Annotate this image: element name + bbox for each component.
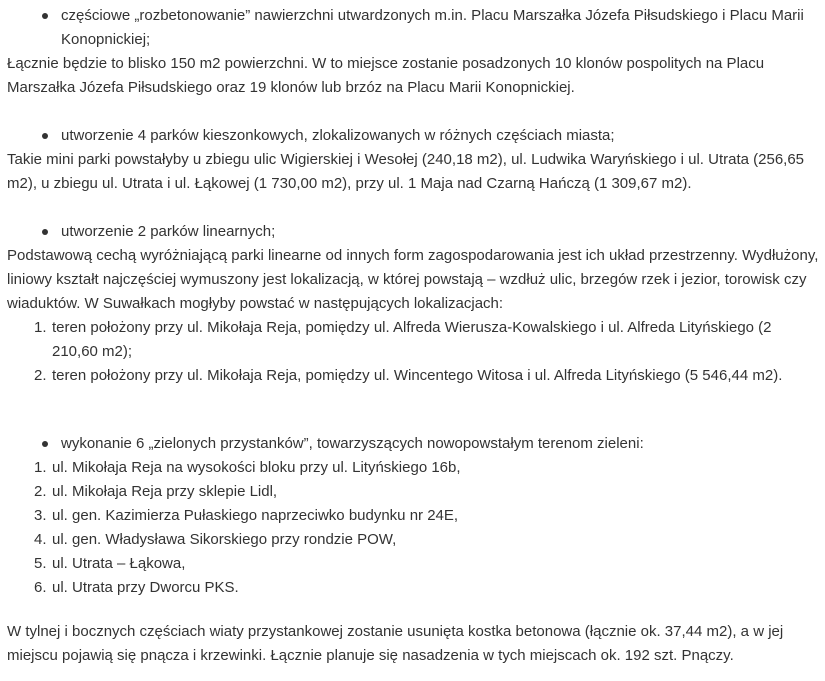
list-item xyxy=(34,364,819,388)
paragraph-linear-parks-details: Podstawową cechą wyróżniającą parki linearne od innych form zagospodarowania jest ich układ przestrzenny. Wydłużony, liniowy kształt najczęściej wymuszony jest lokalizacją, w której powstają – wzdłuż ulic, brzegów rzek i jezior, torowisk czy wiaduktów. W Suwałkach mogłyby powstać w następujących lokalizacjach: xyxy=(7,247,819,312)
bullet-item-pocket-parks: utworzenie 4 parków kieszonkowych, zlokalizowanych w różnych częściach miasta; xyxy=(61,124,819,148)
list-item xyxy=(34,552,819,576)
bullet-list xyxy=(7,124,819,148)
list-item xyxy=(34,528,819,552)
bullet-list xyxy=(7,220,819,244)
paragraph-green-stops-details: W tylnej i bocznych częściach wiaty przystankowej zostanie usunięta kostka betonowa (łącznie ok. 37,44 m2), a w jej miejscu pojawią się pnącza i krzewinki. Łącznie planuje się nasadzenia w tych miejscach ok. 192 szt. Pnączy. xyxy=(7,623,784,664)
list-item-text: ul. gen. Władysława Sikorskiego przy rondzie POW, xyxy=(52,531,397,548)
bullet-item-linear-parks: utworzenie 2 parków linearnych; xyxy=(61,220,819,244)
list-item-text: ul. Mikołaja Reja przy sklepie Lidl, xyxy=(52,483,278,500)
list-number: 3. xyxy=(34,507,47,524)
list-item-text: teren położony przy ul. Mikołaja Reja, pomiędzy ul. Wincentego Witosa i ul. Alfreda Lityńskiego (5 546,44 m2). xyxy=(52,367,783,384)
list-number: 2. xyxy=(34,367,47,384)
bullet-list xyxy=(7,432,819,456)
list-number: 6. xyxy=(34,579,47,596)
list-number: 4. xyxy=(34,531,47,548)
bullet-item-green-stops: wykonanie 6 „zielonych przystanków”, towarzyszących nowopowstałym terenom zieleni: xyxy=(61,432,819,456)
bullet-list xyxy=(7,4,819,52)
list-item-text: teren położony przy ul. Mikołaja Reja, pomiędzy ul. Alfreda Wierusza-Kowalskiego i ul. Alfreda Lityńskiego (2 210,60 m2); xyxy=(52,319,772,360)
list-item-text: ul. Utrata przy Dworcu PKS. xyxy=(52,579,239,596)
list-item-text: ul. gen. Kazimierza Pułaskiego naprzeciwko budynku nr 24E, xyxy=(52,507,459,524)
list-item xyxy=(34,480,819,504)
list-number: 2. xyxy=(34,483,47,500)
paragraph-pocket-parks-details: Takie mini parki powstałyby u zbiegu ulic Wigierskiej i Wesołej (240,18 m2), ul. Ludwika Waryńskiego i ul. Utrata (256,65 m2), u zbiegu ul. Utrata i ul. Łąkowej (1 730,00 m2), przy ul. 1 Maja nad Czarną Hańczą (1 309,67 m2). xyxy=(7,151,805,192)
green-stops-list xyxy=(7,456,819,600)
list-number: 1. xyxy=(34,459,47,476)
list-number: 5. xyxy=(34,555,47,572)
list-item xyxy=(34,456,819,480)
list-item-text: ul. Utrata – Łąkowa, xyxy=(52,555,186,572)
article-body xyxy=(7,4,819,668)
bullet-item-rozbetonowanie: częściowe „rozbetonowanie” nawierzchni utwardzonych m.in. Placu Marszałka Józefa Piłsudskiego i Placu Marii Konopnickiej; xyxy=(61,4,819,52)
linear-parks-locations-list xyxy=(7,316,819,388)
list-item xyxy=(34,504,819,528)
list-item xyxy=(34,316,819,364)
list-number: 1. xyxy=(34,319,47,336)
list-item xyxy=(34,576,819,600)
list-item-text: ul. Mikołaja Reja na wysokości bloku przy ul. Lityńskiego 16b, xyxy=(52,459,461,476)
paragraph-rozbetonowanie-details: Łącznie będzie to blisko 150 m2 powierzchni. W to miejsce zostanie posadzonych 10 klonów pospolitych na Placu Marszałka Józefa Piłsudskiego oraz 19 klonów lub brzóz na Placu Marii Konopnickiej. xyxy=(7,55,765,96)
